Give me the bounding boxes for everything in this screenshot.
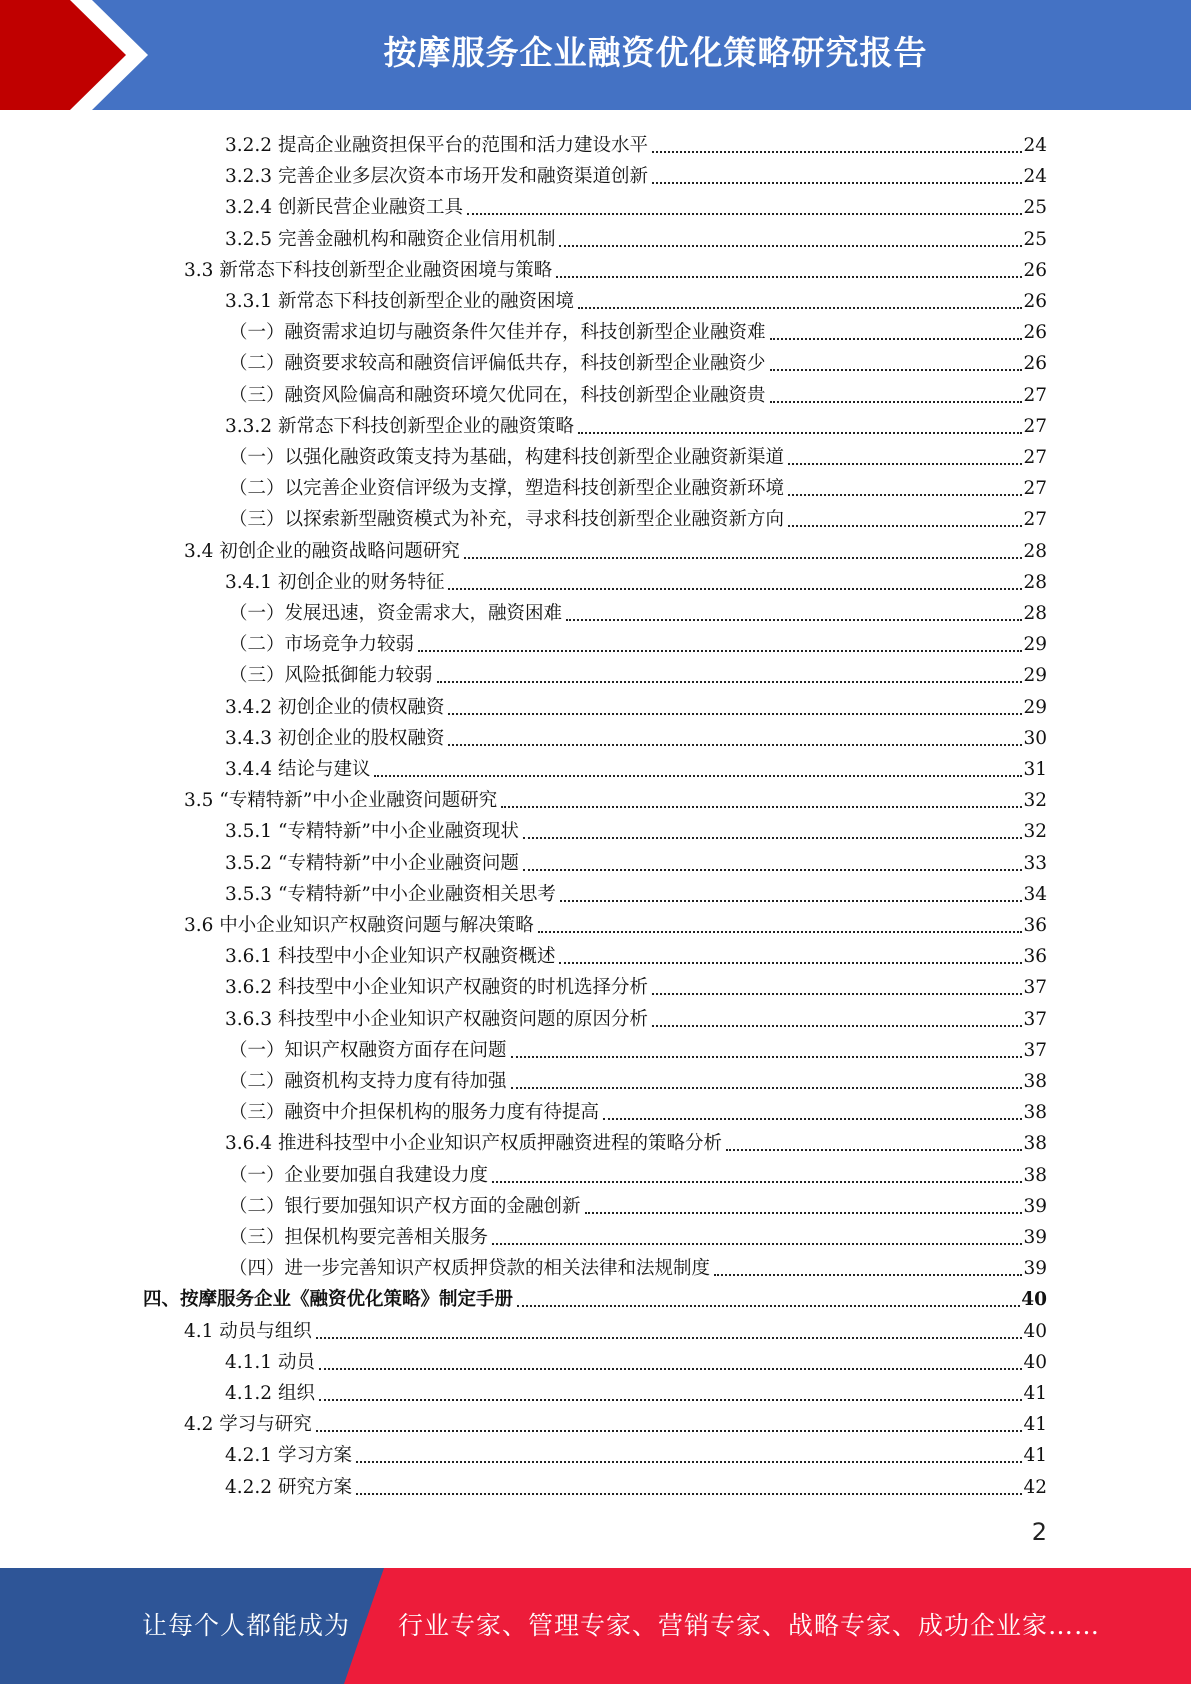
toc-entry-page: 32 xyxy=(1023,790,1047,812)
toc-entry-title: （二）以完善企业资信评级为支撑，塑造科技创新型企业融资新环境 xyxy=(229,478,785,500)
toc-entry-page: 32 xyxy=(1023,821,1047,843)
toc-entry-title: （二）融资机构支持力度有待加强 xyxy=(229,1071,507,1092)
toc-entry-title: 4.1.1 动员 xyxy=(225,1351,315,1373)
toc-entry-title: （四）进一步完善知识产权质押贷款的相关法律和法规制度 xyxy=(229,1258,711,1280)
toc-entry-page: 36 xyxy=(1023,946,1047,968)
toc-dot-leader xyxy=(448,712,1022,715)
toc-entry-title: （一）以强化融资政策支持为基础，构建科技创新型企业融资新渠道 xyxy=(229,447,785,468)
toc-entry[interactable] xyxy=(225,813,1047,844)
toc-entry-page: 36 xyxy=(1023,915,1047,936)
toc-entry-title: 3.4 初创企业的融资战略问题研究 xyxy=(184,540,460,562)
toc-entry-page: 38 xyxy=(1023,1102,1047,1124)
toc-entry[interactable] xyxy=(184,907,1047,938)
toc-entry-title: （一）企业要加强自我建设力度 xyxy=(229,1164,489,1186)
toc-entry-title: （三）担保机构要完善相关服务 xyxy=(229,1227,489,1248)
toc-entry-page: 41 xyxy=(1023,1414,1047,1436)
toc-dot-leader xyxy=(770,368,1023,371)
toc-entry-page: 41 xyxy=(1023,1445,1047,1467)
toc-dot-leader xyxy=(603,1117,1022,1120)
toc-dot-leader xyxy=(652,1024,1022,1027)
toc-entry[interactable] xyxy=(225,1375,1047,1406)
toc-entry-page: 28 xyxy=(1023,603,1047,624)
toc-entry-title: （三）以探索新型融资模式为补充，寻求科技创新型企业融资新方向 xyxy=(229,509,785,531)
toc-entry[interactable] xyxy=(225,720,1047,751)
toc-dot-leader xyxy=(566,618,1022,621)
toc-entry[interactable] xyxy=(229,470,1047,501)
toc-entry[interactable] xyxy=(229,1188,1047,1219)
toc-entry-page: 26 xyxy=(1023,353,1047,375)
toc-entry-page: 26 xyxy=(1023,259,1047,281)
toc-entry-page: 27 xyxy=(1023,415,1047,437)
toc-entry[interactable] xyxy=(229,345,1047,376)
toc-entry[interactable] xyxy=(225,938,1047,969)
toc-entry-title: 3.6.3 科技型中小企业知识产权融资问题的原因分析 xyxy=(225,1008,648,1030)
toc-entry-page: 28 xyxy=(1023,571,1047,593)
toc-entry[interactable] xyxy=(225,845,1047,876)
toc-entry[interactable] xyxy=(225,689,1047,720)
toc-dot-leader xyxy=(726,1148,1022,1151)
footer-slogan-left: 让每个人都能成为 xyxy=(142,1611,351,1640)
toc-entry[interactable] xyxy=(225,1125,1047,1156)
toc-dot-leader xyxy=(319,1398,1023,1401)
toc-entry[interactable] xyxy=(225,969,1047,1000)
toc-entry-title: （一）融资需求迫切与融资条件欠佳并存，科技创新型企业融资难 xyxy=(229,322,766,344)
header-title: 按摩服务企业融资优化策略研究报告 xyxy=(383,33,928,72)
toc-entry-page: 38 xyxy=(1023,1133,1047,1155)
toc-entry-page: 39 xyxy=(1023,1258,1047,1280)
toc-entry[interactable] xyxy=(229,314,1047,345)
toc-entry-title: 3.6.1 科技型中小企业知识产权融资概述 xyxy=(225,946,556,968)
toc-entry[interactable] xyxy=(229,595,1047,626)
toc-entry-title: 3.5.1 “专精特新”中小企业融资现状 xyxy=(225,821,519,843)
toc-entry[interactable] xyxy=(143,1281,1047,1312)
toc-entry-title: 3.6.2 科技型中小企业知识产权融资的时机选择分析 xyxy=(225,977,648,999)
toc-dot-leader xyxy=(492,1242,1022,1245)
toc-entry-page: 30 xyxy=(1023,727,1047,749)
toc-entry[interactable] xyxy=(225,1001,1047,1032)
toc-dot-leader xyxy=(356,1492,1023,1495)
toc-entry-title: 3.4.4 结论与建议 xyxy=(225,759,371,780)
toc-entry-title: 3.3.2 新常态下科技创新型企业的融资策略 xyxy=(225,415,574,437)
toc-entry-page: 29 xyxy=(1023,665,1047,687)
toc-entry[interactable] xyxy=(225,189,1047,220)
toc-entry[interactable] xyxy=(225,158,1047,189)
toc-dot-leader xyxy=(467,212,1022,215)
toc-entry-page: 24 xyxy=(1023,135,1047,156)
toc-entry-page: 25 xyxy=(1023,197,1047,219)
toc-dot-leader xyxy=(316,1336,1023,1339)
toc-entry[interactable] xyxy=(229,1094,1047,1125)
toc-entry-title: 4.2.1 学习方案 xyxy=(225,1445,352,1467)
toc-entry[interactable] xyxy=(229,501,1047,532)
toc-dot-leader xyxy=(556,275,1022,278)
toc-entry[interactable] xyxy=(184,782,1047,813)
toc-entry-title: 3.5 “专精特新”中小企业融资问题研究 xyxy=(184,790,498,812)
toc-dot-leader xyxy=(511,1055,1023,1058)
toc-entry-page: 27 xyxy=(1023,478,1047,500)
toc-entry-page: 28 xyxy=(1023,540,1047,562)
toc-dot-leader xyxy=(578,431,1022,434)
toc-entry-page: 29 xyxy=(1023,634,1047,656)
toc-entry-page: 38 xyxy=(1023,1164,1047,1186)
toc-dot-leader xyxy=(523,836,1023,839)
toc-entry-title: 3.2.3 完善企业多层次资本市场开发和融资渠道创新 xyxy=(225,166,648,188)
toc-entry[interactable] xyxy=(225,1469,1047,1500)
page-number: 2 xyxy=(1031,1518,1047,1546)
toc-entry-title: 4.1 动员与组织 xyxy=(184,1320,312,1342)
toc-entry[interactable] xyxy=(229,1219,1047,1250)
toc-dot-leader xyxy=(437,680,1023,683)
toc-dot-leader xyxy=(714,1273,1022,1276)
toc-entry[interactable] xyxy=(229,439,1047,470)
toc-entry-title: 3.2.2 提高企业融资担保平台的范围和活力建设水平 xyxy=(225,135,648,156)
toc-entry-title: 3.4.1 初创企业的财务特征 xyxy=(225,571,445,593)
toc-entry-title: 四、按摩服务企业《融资优化策略》制定手册 xyxy=(143,1289,514,1311)
toc-dot-leader xyxy=(356,1460,1023,1463)
toc-entry-title: 3.5.3 “专精特新”中小企业融资相关思考 xyxy=(225,883,556,905)
toc-entry-title: 4.2.2 研究方案 xyxy=(225,1476,352,1498)
toc-entry[interactable] xyxy=(184,1406,1047,1437)
toc-entry-title: 4.2 学习与研究 xyxy=(184,1414,312,1436)
toc-entry[interactable] xyxy=(229,657,1047,688)
toc-entry-title: 3.4.2 初创企业的债权融资 xyxy=(225,696,445,718)
toc-dot-leader xyxy=(538,930,1023,933)
toc-dot-leader xyxy=(316,1429,1023,1432)
toc-entry-page: 39 xyxy=(1023,1195,1047,1217)
toc-entry-page: 37 xyxy=(1023,1008,1047,1030)
toc-entry-page: 34 xyxy=(1023,883,1047,905)
toc-entry[interactable] xyxy=(225,564,1047,595)
toc-entry-page: 38 xyxy=(1023,1071,1047,1092)
toc-entry-title: 3.6.4 推进科技型中小企业知识产权质押融资进程的策略分析 xyxy=(225,1133,722,1155)
toc-entry[interactable] xyxy=(229,1063,1047,1094)
toc-entry-page: 29 xyxy=(1023,696,1047,718)
toc-entry-title: 3.6 中小企业知识产权融资问题与解决策略 xyxy=(184,915,534,936)
toc-entry-page: 37 xyxy=(1023,977,1047,999)
toc-entry-page: 37 xyxy=(1023,1039,1047,1061)
toc-entry-page: 40 xyxy=(1023,1320,1047,1342)
toc-dot-leader xyxy=(374,774,1022,777)
toc-entry-title: 3.2.4 创新民营企业融资工具 xyxy=(225,197,463,219)
toc-dot-leader xyxy=(578,306,1022,309)
toc-dot-leader xyxy=(492,1180,1022,1183)
footer-slogan-right: 行业专家、管理专家、营销专家、战略专家、成功企业家…… xyxy=(398,1611,1101,1640)
toc-entry-page: 42 xyxy=(1023,1476,1047,1498)
toc-dot-leader xyxy=(560,899,1023,902)
toc-dot-leader xyxy=(319,1367,1023,1370)
page-header xyxy=(0,0,1191,110)
toc-dot-leader xyxy=(652,181,1022,184)
toc-dot-leader xyxy=(788,462,1022,465)
toc-entry-page: 25 xyxy=(1023,228,1047,250)
toc-entry[interactable] xyxy=(225,283,1047,314)
toc-entry[interactable] xyxy=(225,1344,1047,1375)
toc-dot-leader xyxy=(523,868,1023,871)
toc-entry-page: 26 xyxy=(1023,322,1047,344)
toc-entry-page: 26 xyxy=(1023,291,1047,312)
toc-dot-leader xyxy=(652,150,1022,153)
toc-entry[interactable] xyxy=(229,1032,1047,1063)
toc-entry[interactable] xyxy=(184,533,1047,564)
toc-entry-page: 27 xyxy=(1023,447,1047,468)
toc-entry-page: 27 xyxy=(1023,509,1047,531)
toc-entry-title: （二）银行要加强知识产权方面的金融创新 xyxy=(229,1195,581,1217)
toc-dot-leader xyxy=(788,524,1022,527)
toc-entry-title: （二）市场竞争力较弱 xyxy=(229,634,415,656)
toc-entry[interactable] xyxy=(225,221,1047,252)
toc-entry[interactable] xyxy=(225,408,1047,439)
toc-entry-title: 3.2.5 完善金融机构和融资企业信用机制 xyxy=(225,228,556,250)
toc-entry-page: 41 xyxy=(1023,1383,1047,1404)
toc-entry-title: （三）风险抵御能力较弱 xyxy=(229,665,433,687)
toc-entry[interactable] xyxy=(184,252,1047,283)
toc-entry-title: （三）融资中介担保机构的服务力度有待提高 xyxy=(229,1102,600,1124)
header-chevron-decoration xyxy=(0,0,160,110)
toc-dot-leader xyxy=(448,587,1022,590)
toc-entry[interactable] xyxy=(229,626,1047,657)
toc-entry-page: 33 xyxy=(1023,852,1047,874)
toc-entry[interactable] xyxy=(225,751,1047,782)
toc-entry-page: 27 xyxy=(1023,384,1047,406)
toc-dot-leader xyxy=(511,1086,1023,1089)
toc-entry-title: 3.5.2 “专精特新”中小企业融资问题 xyxy=(225,852,519,874)
toc-dot-leader xyxy=(501,805,1022,808)
toc-entry[interactable] xyxy=(184,1313,1047,1344)
toc-entry[interactable] xyxy=(225,127,1047,158)
toc-entry-title: 3.3 新常态下科技创新型企业融资困境与策略 xyxy=(184,259,553,281)
toc-dot-leader xyxy=(585,1211,1023,1214)
toc-dot-leader xyxy=(652,992,1022,995)
toc-entry-title: （二）融资要求较高和融资信评偏低共存，科技创新型企业融资少 xyxy=(229,353,766,375)
toc-dot-leader xyxy=(418,649,1022,652)
page-footer xyxy=(0,1568,1191,1684)
toc-entry-title: （一）发展迅速，资金需求大，融资困难 xyxy=(229,603,563,624)
toc-entry-page: 24 xyxy=(1023,166,1047,188)
toc-entry-title: （一）知识产权融资方面存在问题 xyxy=(229,1039,507,1061)
toc-entry[interactable] xyxy=(225,876,1047,907)
toc-dot-leader xyxy=(448,743,1022,746)
toc-entry[interactable] xyxy=(225,1437,1047,1468)
toc-entry-page: 31 xyxy=(1023,759,1047,780)
toc-dot-leader xyxy=(517,1304,1020,1307)
toc-entry-page: 39 xyxy=(1023,1227,1047,1248)
toc-entry-title: （三）融资风险偏高和融资环境欠优同在，科技创新型企业融资贵 xyxy=(229,384,766,406)
toc-entry-page: 40 xyxy=(1023,1351,1047,1373)
toc-entry-title: 4.1.2 组织 xyxy=(225,1383,315,1404)
toc-entry[interactable] xyxy=(229,377,1047,408)
toc-entry[interactable] xyxy=(229,1250,1047,1281)
toc-dot-leader xyxy=(770,400,1023,403)
toc-dot-leader xyxy=(559,244,1022,247)
toc-entry-title: 3.4.3 初创企业的股权融资 xyxy=(225,727,445,749)
toc-dot-leader xyxy=(464,556,1023,559)
toc-dot-leader xyxy=(770,337,1023,340)
toc-dot-leader xyxy=(559,961,1022,964)
toc-entry[interactable] xyxy=(229,1157,1047,1188)
toc-dot-leader xyxy=(788,493,1022,496)
toc-entry-page: 40 xyxy=(1021,1289,1047,1311)
toc-entry-title: 3.3.1 新常态下科技创新型企业的融资困境 xyxy=(225,291,574,312)
